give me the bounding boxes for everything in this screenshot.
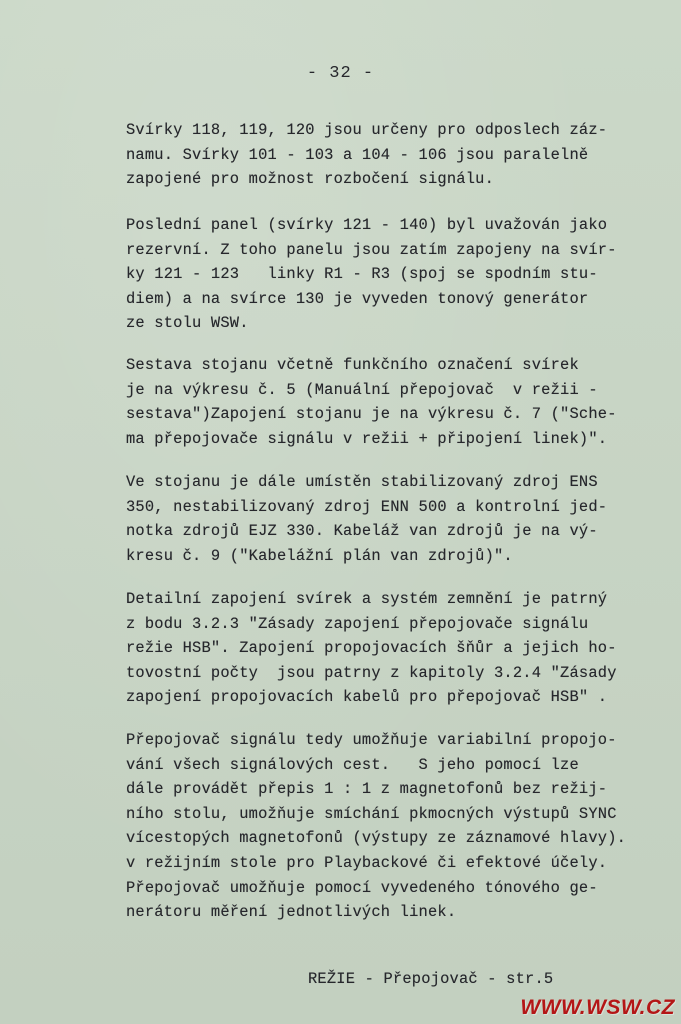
watermark-logo: WWW.WSW.CZ — [520, 996, 675, 1019]
text-line: Přepojovač umožňuje pomocí vyvedeného tónového ge- — [126, 878, 598, 897]
text-line: Ve stojanu je dále umístěn stabilizovaný zdroj ENS — [126, 473, 598, 491]
text-line: ze stolu WSW. — [126, 314, 249, 333]
text-line: Sestava stojanu včetně funkčního označení svírek — [126, 356, 579, 374]
text-line: vání všech signálových cest. S jeho pomocí lze — [126, 755, 579, 774]
text-line: zapojené pro možnost rozbočení signálu. — [126, 170, 494, 189]
text-line: ma přepojovače signálu v režii + připojení linek)". — [126, 429, 608, 448]
text-line: ky 121 - 123 linky R1 - R3 (spoj se spodním stu- — [126, 265, 598, 284]
text-line: kresu č. 9 ("Kabelážní plán van zdrojů)". — [126, 546, 513, 565]
text-line: je na výkresu č. 5 (Manuální přepojovač v režii - — [126, 380, 598, 399]
text-line: dále provádět přepis 1 : 1 z magnetofonů bez režij- — [126, 780, 608, 799]
paragraph-signal-switcher — [126, 728, 646, 925]
text-line: nerátoru měření jednotlivých linek. — [126, 903, 457, 922]
text-line: ního stolu, umožňuje smíchání pkmocných výstupů SYNC — [126, 804, 617, 823]
text-line: vícestopých magnetofonů (výstupy ze záznamové hlavy). — [126, 829, 627, 848]
text-line: 350, nestabilizovaný zdroj ENN 500 a kontrolní jed- — [126, 497, 608, 516]
text-line: v režijním stole pro Playbackové či efektové účely. — [126, 853, 608, 872]
text-line: sestava")Zapojení stojanu je na výkresu č. 7 ("Sche- — [126, 405, 617, 424]
paragraph-clamps-118-120 — [126, 118, 646, 192]
paragraph-power-supplies — [126, 470, 646, 568]
text-line: tovostní počty jsou patrny z kapitoly 3.2.4 "Zásady — [126, 663, 617, 682]
text-line: Přepojovač signálu tedy umožňuje variabilní propojo- — [126, 731, 617, 749]
text-line: diem) a na svírce 130 je vyveden tonový generátor — [126, 289, 589, 308]
text-line: z bodu 3.2.3 "Zásady zapojení přepojovače signálu — [126, 614, 589, 633]
text-line: rezervní. Z toho panelu jsou zatím zapojeny na svír- — [126, 240, 617, 259]
text-line: notka zdrojů EJZ 330. Kabeláž van zdrojů je na vý- — [126, 522, 598, 541]
text-line: režie HSB". Zapojení propojovacích šňůr a jejich ho- — [126, 639, 617, 658]
paragraph-rack-assembly — [126, 353, 646, 451]
page-number: - 32 - — [306, 64, 375, 83]
text-line: Detailní zapojení svírek a systém zemnění je patrný — [126, 590, 608, 608]
text-line: zapojení propojovacích kabelů pro přepojovač HSB" . — [126, 688, 608, 707]
text-line: namu. Svírky 101 - 103 a 104 - 106 jsou paralelně — [126, 145, 589, 164]
paragraph-last-panel — [126, 213, 646, 336]
page-footer: REŽIE - Přepojovač - str.5 — [308, 970, 554, 988]
text-line: Svírky 118, 119, 120 jsou určeny pro odposlech záz- — [126, 121, 608, 139]
text-line: Poslední panel (svírky 121 - 140) byl uvažován jako — [126, 216, 608, 234]
paragraph-detailed-wiring — [126, 587, 646, 710]
